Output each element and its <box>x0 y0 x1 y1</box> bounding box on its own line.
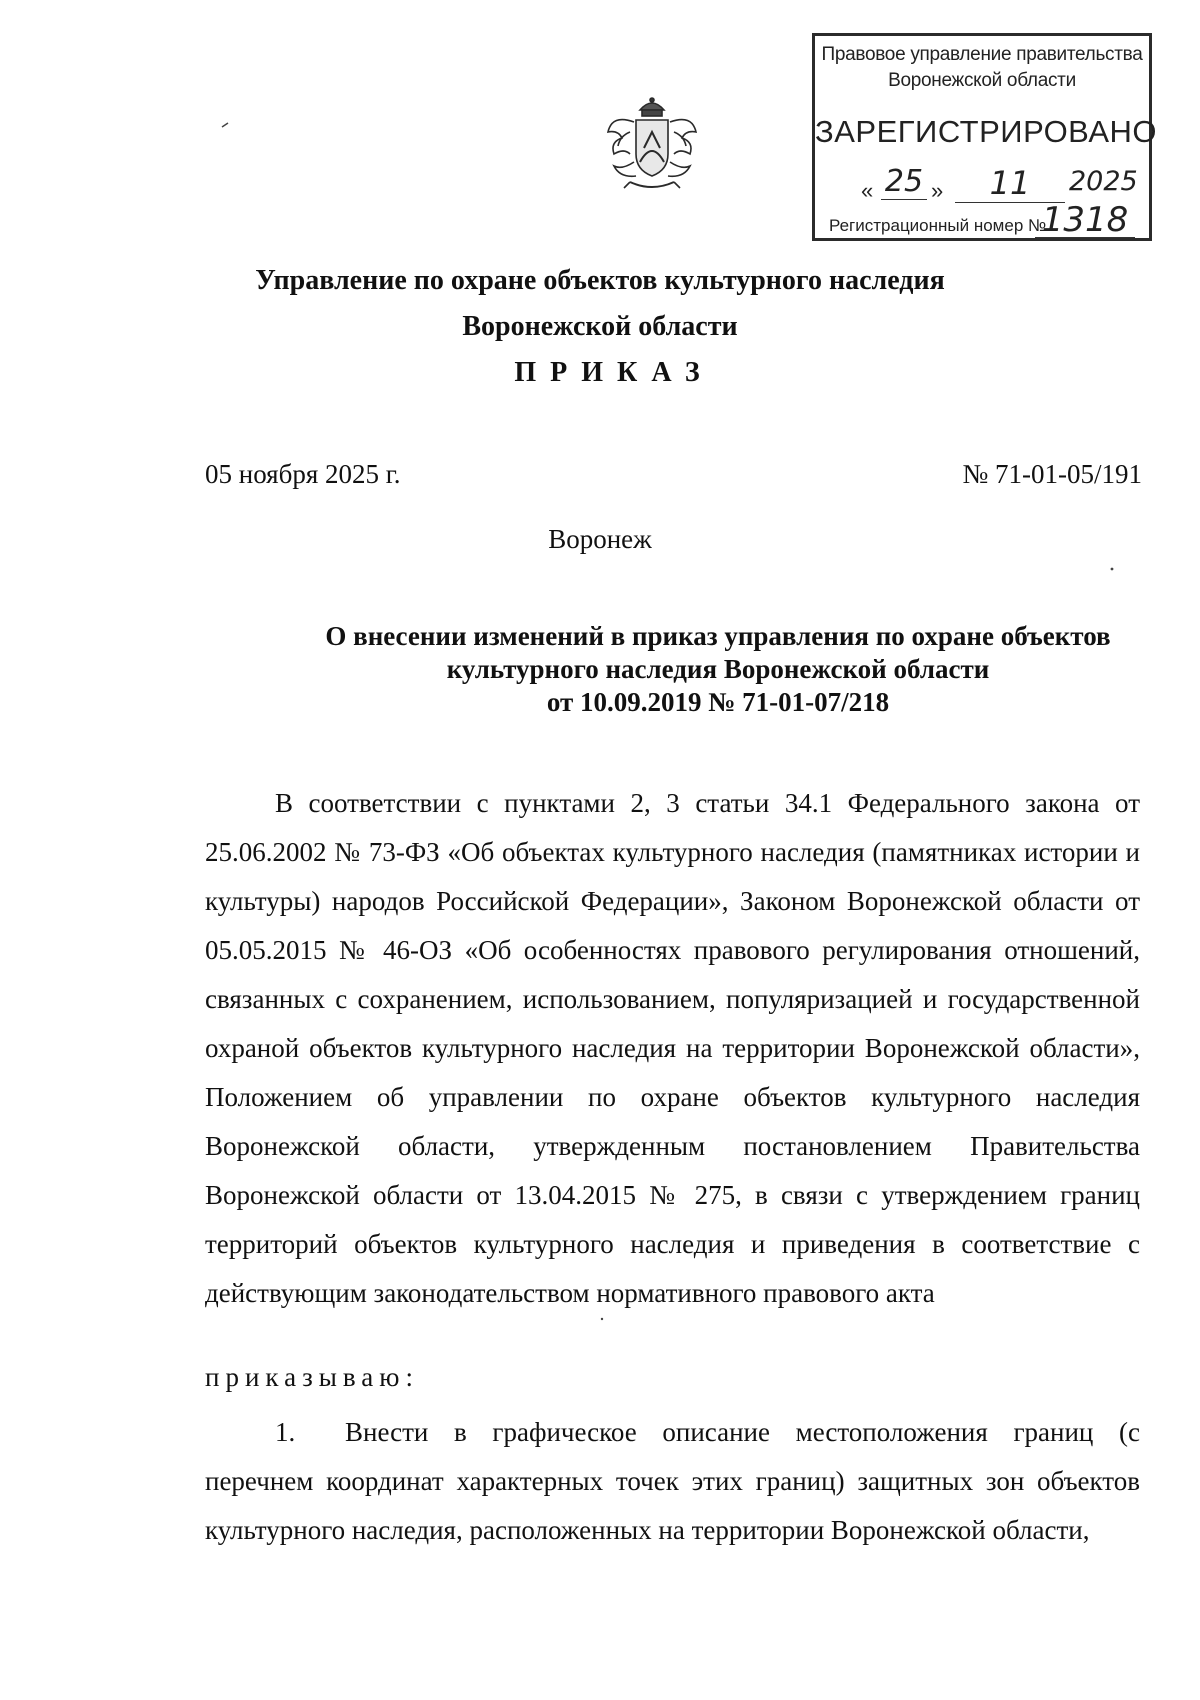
department-line1: Управление по охране объектов культурного наследия <box>255 265 945 296</box>
department-line2: Воронежской области <box>462 311 738 342</box>
stamp-close-quote: » <box>931 178 944 203</box>
subject-line1: О внесении изменений в приказ управления по охране объектов <box>325 621 1111 651</box>
document-subject <box>298 620 1138 719</box>
stamp-year: 2025 <box>1069 166 1138 197</box>
decree-word: приказываю: <box>205 1362 419 1392</box>
document-number: № 71-01-05/191 <box>962 459 1142 489</box>
stamp-registration-number <box>829 200 1135 240</box>
stamp-registered-label: ЗАРЕГИСТРИРОВАНО <box>815 114 1158 149</box>
clause-1 <box>205 1408 1140 1555</box>
clause-1-number: 1. <box>275 1417 296 1447</box>
stamp-org-line2: Воронежской области <box>888 70 1076 91</box>
document-type: ПРИКАЗ <box>514 357 714 388</box>
stamp-reg-number: 1318 <box>1035 203 1135 238</box>
coat-of-arms-icon <box>600 92 704 196</box>
stamp-org-line1: Правовое управление правительства <box>821 44 1143 65</box>
subject-line3: от 10.09.2019 № 71-01-07/218 <box>546 687 890 717</box>
document-city: Воронеж <box>548 524 652 554</box>
stamp-month: 11 <box>955 164 1065 203</box>
stamp-day: 25 <box>881 164 927 200</box>
registration-stamp <box>812 33 1158 241</box>
stamp-reg-label: Регистрационный номер № <box>829 216 1047 235</box>
clause-1-text: Внести в графическое описание местоположения границ (с перечнем координат характерных точек этих границ) защитных зон объектов культурного наследия, расположенных на территории Воронежской области, <box>205 1417 1140 1545</box>
stamp-organization <box>815 42 1149 94</box>
document-date: 05 ноября 2025 г. <box>205 459 401 489</box>
department-name <box>0 258 1200 350</box>
preamble-text: В соответствии с пунктами 2, 3 статьи 34.1 Федерального закона от 25.06.2002 № 73-ФЗ «Об объектах культурного наследия (памятниках истории и культуры) народов Российской Федерации», Законом Воронежской области от 05.05.2015 № 46-ОЗ «Об особенностях правового регулирования отношений, связанных с сохранением, использованием, популяризацией и государственной охраной объектов культурного наследия на территории Воронежской области», Положением об управлении по охране объектов культурного наследия Воронежской области, утвержденным постановлением Правительства Воронежской области от 13.04.2015 № 275, в связи с утверждением границ территорий объектов культурного наследия и приведения в соответствие с действующим законодательством нормативного правового акта <box>205 788 1140 1308</box>
subject-line2: культурного наследия Воронежской области <box>446 654 990 684</box>
stamp-open-quote: « <box>861 178 874 203</box>
preamble-paragraph <box>205 779 1140 1318</box>
